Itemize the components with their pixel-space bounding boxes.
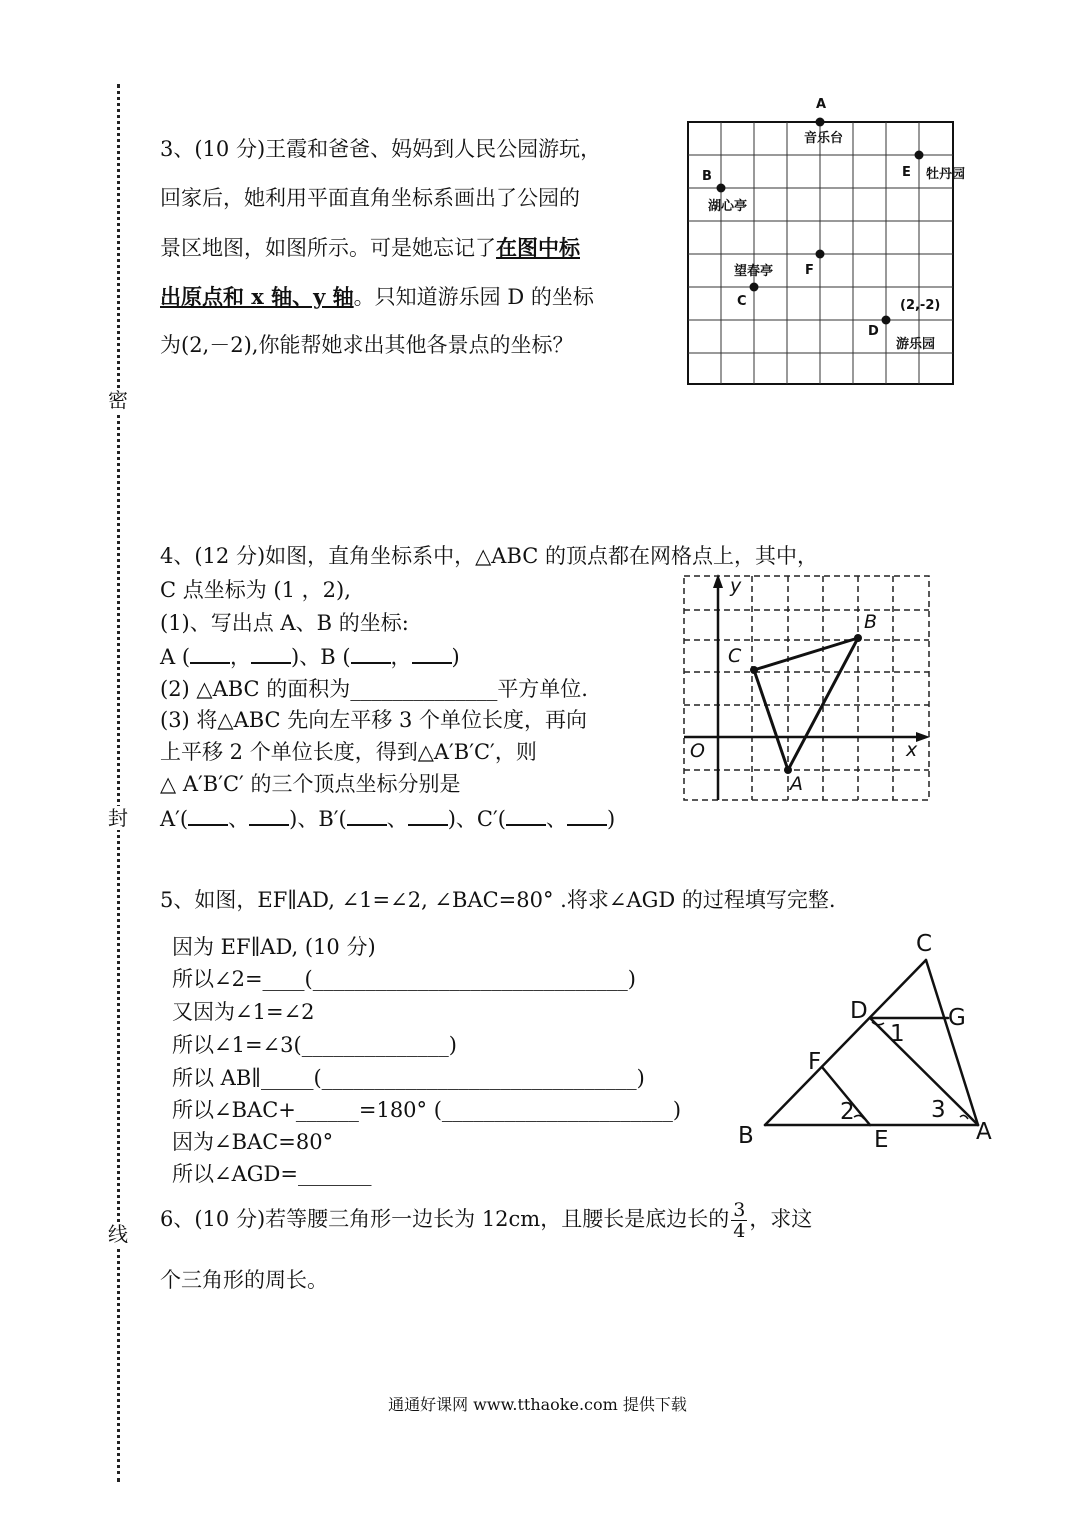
map-letter-e: E	[902, 165, 911, 180]
answer-blank-ay[interactable]	[251, 644, 291, 664]
q5-title: 5、如图，EF∥AD, ∠1=∠2, ∠BAC=80° .将求∠AGD 的过程填写完整.	[160, 888, 836, 912]
answer-blank-by[interactable]	[412, 644, 452, 664]
q4-line-5: (2) △ABC 的面积为______________平方单位.	[160, 677, 588, 701]
map-label-lake: 湖心亭	[708, 199, 748, 214]
map-letter-b: B	[702, 169, 712, 184]
map-d-coordinate: (2,-2)	[900, 298, 941, 313]
map-label-music: 音乐台	[804, 131, 844, 146]
answer-blank-a1x[interactable]	[188, 806, 228, 826]
q3-line-4: 出原点和 x 轴、y 轴。只知道游乐园 D 的坐标	[160, 284, 594, 309]
graph-label-y: y	[730, 575, 742, 597]
fig5-label-d: D	[850, 998, 868, 1024]
map-letter-d: D	[868, 324, 879, 339]
fig5-label-b: B	[738, 1123, 754, 1149]
fig5-label-e: E	[874, 1127, 889, 1153]
map-label-amusement: 游乐园	[896, 337, 936, 352]
q4-line-7: 上平移 2 个单位长度，得到△A′B′C′，则	[160, 740, 537, 764]
fig5-angle-1: 1	[890, 1021, 905, 1047]
q3-line-5: 为(2,－2),你能帮她求出其他各景点的坐标？	[160, 333, 574, 357]
q5-step-2: 所以∠2=____(______________________________)	[172, 967, 636, 991]
answer-blank-c1x[interactable]	[506, 806, 546, 826]
q3-emphasis-2: 出原点和 x 轴、y 轴	[160, 284, 354, 309]
q5-step-7: 因为∠BAC=80°	[172, 1130, 334, 1154]
answer-blank-area[interactable]: ______________	[350, 677, 498, 701]
map-label-peony: 牡丹园	[926, 167, 966, 182]
map-letter-c: C	[737, 294, 747, 309]
q3-emphasis-1: 在图中标	[496, 235, 580, 260]
fig5-label-g: G	[948, 1005, 966, 1031]
q6-line-1: 6、(10 分)若等腰三角形一边长为 12cm，且腰长是底边长的 $\frac{3}{4}$ ，求这	[160, 1199, 813, 1242]
fig5-label-c: C	[916, 931, 933, 957]
q5-step-1: 因为 EF∥AD, (10 分)	[172, 935, 376, 959]
q5-step-8: 所以∠AGD=_______	[172, 1162, 372, 1186]
parallel-lines-figure	[730, 925, 1000, 1155]
graph-label-b: B	[864, 611, 878, 633]
graph-label-c: C	[728, 645, 742, 667]
q5-step-6: 所以∠BAC+______=180° (______________________)	[172, 1098, 682, 1122]
q4-line-6: (3) 将△ABC 先向左平移 3 个单位长度，再向	[160, 708, 588, 732]
fig5-label-f: F	[808, 1049, 822, 1075]
seal-dotted-line	[117, 84, 120, 1482]
answer-blank-a1y[interactable]	[249, 806, 289, 826]
graph-label-x: x	[906, 739, 918, 761]
fig5-angle-3: 3	[931, 1097, 946, 1123]
answer-blank-bx[interactable]	[351, 644, 391, 664]
q4-line-1: 4、(12 分)如图，直角坐标系中，△ABC 的顶点都在网格点上，其中，	[160, 544, 819, 568]
graph-label-origin: O	[690, 740, 705, 762]
page-footer: 通通好课网 www.tthaoke.com 提供下载	[388, 1395, 687, 1414]
q4-line-2: C 点坐标为 (1 ，2),	[160, 578, 351, 602]
seal-char-mi: 密	[108, 388, 128, 412]
q4-line-8: △ A′B′C′ 的三个顶点坐标分别是	[160, 772, 461, 796]
graph-label-a: A	[790, 773, 803, 795]
q6-line-2: 个三角形的周长。	[160, 1268, 328, 1292]
fig5-label-a: A	[976, 1119, 992, 1145]
answer-blank-b1x[interactable]	[347, 806, 387, 826]
seal-char-feng: 封	[108, 806, 128, 830]
q4-line-4: A ( ， )、B ( ， )	[160, 645, 460, 669]
fig5-angle-2: 2	[840, 1099, 855, 1125]
q5-step-3: 又因为∠1=∠2	[172, 1000, 315, 1024]
park-map-figure	[680, 90, 970, 390]
triangle-coordinate-figure	[680, 570, 935, 806]
q3-line-2: 回家后，她利用平面直角坐标系画出了公园的	[160, 186, 580, 210]
q5-step-5: 所以 AB∥_____(______________________________)	[172, 1066, 645, 1090]
map-letter-a: A	[816, 97, 827, 112]
q3-line-3: 景区地图，如图所示。可是她忘记了在图中标	[160, 235, 580, 260]
map-label-wangchun: 望春亭	[734, 264, 774, 279]
q4-line-9: A′( 、 )、B′( 、 )、C′( 、 )	[160, 807, 616, 831]
answer-blank-c1y[interactable]	[567, 806, 607, 826]
answer-blank-b1y[interactable]	[408, 806, 448, 826]
fraction-three-quarters: $\frac{3}{4}$	[733, 1199, 746, 1242]
q3-line-1: 3、(10 分)王霞和爸爸、妈妈到人民公园游玩，	[160, 137, 602, 161]
answer-blank-ax[interactable]	[190, 644, 230, 664]
map-letter-f: F	[805, 263, 814, 278]
q5-step-4: 所以∠1=∠3(______________)	[172, 1033, 457, 1057]
seal-char-xian: 线	[108, 1222, 128, 1246]
q4-line-3: (1)、写出点 A、B 的坐标:	[160, 611, 409, 635]
